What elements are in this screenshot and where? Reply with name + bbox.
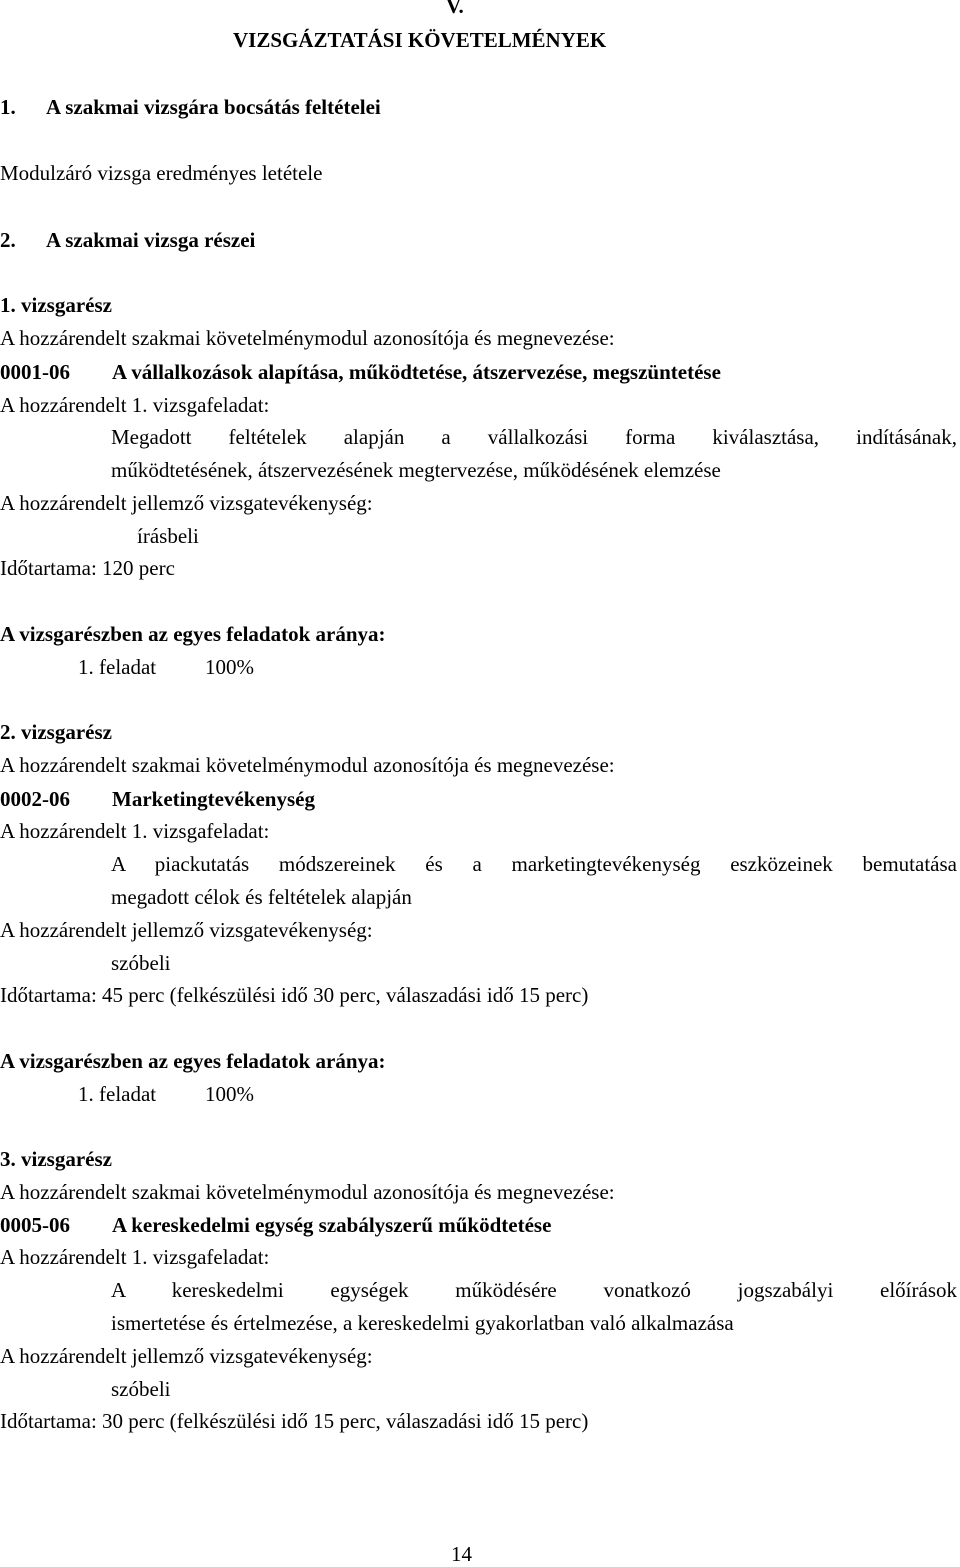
part-3-activity: szóbeli [111,1377,171,1401]
part-1-ratio [78,655,254,680]
part-1-ratio-label: A vizsgarészben az egyes feladatok aránya: [0,622,386,646]
page-number: 14 [451,1542,472,1566]
part-1-task-line-2: működtetésének, átszervezésének megtervezése, működésének elemzése [111,458,721,482]
part-2-ratio-task: 1. feladat [78,1082,157,1106]
part-3-task-label: A hozzárendelt 1. vizsgafeladat: [0,1245,270,1269]
part-1-task-line-1: Megadott feltételek alapján a vállalkozási forma kiválasztása, indításának, [111,425,957,449]
part-3-module-code: 0005-06 [0,1213,70,1237]
part-2-ratio-label: A vizsgarészben az egyes feladatok aránya: [0,1049,386,1073]
part-3-module-name: A kereskedelmi egység szabályszerű működtetése [112,1213,552,1237]
part-3-module-label: A hozzárendelt szakmai követelménymodul azonosítója és megnevezése: [0,1180,615,1204]
section-1-number: 1. [0,95,16,119]
part-3-title: 3. vizsgarész [0,1147,112,1171]
part-2-task-line-1: A piackutatás módszereinek és a marketingtevékenység eszközeinek bemutatása [111,852,957,876]
part-1-title: 1. vizsgarész [0,293,112,317]
part-1-ratio-value: 100% [205,655,254,679]
part-3-task-line-2: ismertetése és értelmezése, a kereskedelmi gyakorlatban való alkalmazása [111,1311,734,1335]
chapter-number: V. [446,0,464,18]
section-2-heading [0,228,255,253]
part-2-task-line-2: megadott célok és feltételek alapján [111,885,412,909]
part-1-task-label: A hozzárendelt 1. vizsgafeladat: [0,393,270,417]
part-1-duration-label: Időtartama: [0,556,97,580]
part-2-title: 2. vizsgarész [0,720,112,744]
part-1-module-name: A vállalkozások alapítása, működtetése, átszervezése, megszüntetése [112,360,721,384]
part-1-module-label: A hozzárendelt szakmai követelménymodul azonosítója és megnevezése: [0,326,615,350]
part-1-duration-value: 120 perc [102,556,175,580]
part-3-module [0,1213,551,1238]
part-2-ratio-value: 100% [205,1082,254,1106]
part-1-activity-label: A hozzárendelt jellemző vizsgatevékenység: [0,491,373,515]
part-2-module-label: A hozzárendelt szakmai követelménymodul azonosítója és megnevezése: [0,753,615,777]
part-2-duration-label: Időtartama: [0,983,97,1007]
chapter-title: VIZSGÁZTATÁSI KÖVETELMÉNYEK [233,28,607,52]
part-1-module-code: 0001-06 [0,360,70,384]
part-3-duration-value: 30 perc (felkészülési idő 15 perc, válaszadási idő 15 perc) [102,1409,589,1433]
part-1-duration [0,556,175,581]
part-2-duration-value: 45 perc (felkészülési idő 30 perc, válaszadási idő 15 perc) [102,983,589,1007]
section-1-title: A szakmai vizsgára bocsátás feltételei [46,95,381,119]
part-2-ratio [78,1082,254,1107]
part-3-activity-label: A hozzárendelt jellemző vizsgatevékenység: [0,1344,373,1368]
section-2-title: A szakmai vizsga részei [46,228,256,252]
part-2-module-name: Marketingtevékenység [112,787,315,811]
part-3-duration [0,1409,588,1434]
part-2-module [0,787,315,812]
part-3-duration-label: Időtartama: [0,1409,97,1433]
part-1-activity: írásbeli [137,524,199,548]
section-2-number: 2. [0,228,16,252]
part-2-activity: szóbeli [111,951,171,975]
section-1-text: Modulzáró vizsga eredményes letétele [0,161,323,185]
part-2-activity-label: A hozzárendelt jellemző vizsgatevékenység: [0,918,373,942]
section-1-heading [0,95,381,120]
part-3-task-line-1: A kereskedelmi egységek működésére vonatkozó jogszabályi előírások [111,1278,957,1302]
part-1-ratio-task: 1. feladat [78,655,157,679]
part-1-module [0,360,721,385]
part-2-task-label: A hozzárendelt 1. vizsgafeladat: [0,819,270,843]
part-2-module-code: 0002-06 [0,787,70,811]
part-2-duration [0,983,588,1008]
